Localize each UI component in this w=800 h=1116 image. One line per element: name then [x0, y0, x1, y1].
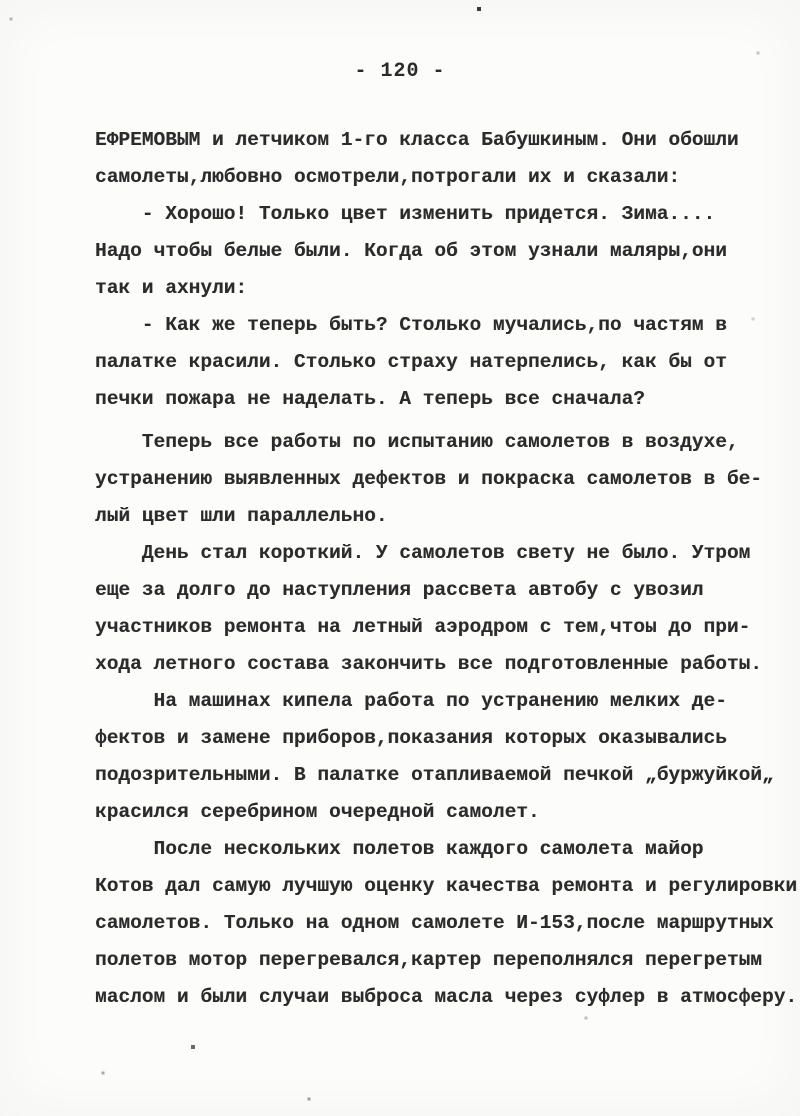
text-line: самолеты,любовно осмотрели,потрогали их и сказали:: [95, 166, 681, 188]
text-line: так и ахнули:: [95, 277, 248, 299]
text-line: подозрительными. В палатке отапливаемой печкой „буржуйкой„: [95, 764, 774, 786]
text-line: самолетов. Только на одном самолете И-153,после маршрутных: [95, 912, 774, 934]
text-line: печки пожара не наделать. А теперь все сначала?: [95, 388, 645, 410]
text-line: На машинах кипела работа по устранению мелких де-: [95, 690, 727, 712]
text-line: маслом и были случаи выброса масла через суфлер в атмосферу.: [95, 986, 798, 1008]
text-line: красился серебрином очередной самолет.: [95, 801, 540, 823]
text-line: участников ремонта на летный аэродром с тем,чтоы до при-: [95, 616, 751, 638]
paragraph: [95, 683, 800, 831]
text-line: фектов и замене приборов,показания которых оказывались: [95, 727, 727, 749]
page-number: - 120 -: [354, 60, 446, 83]
text-line: После нескольких полетов каждого самолета майор: [95, 838, 704, 860]
scan-noise-specks: [0, 0, 2, 2]
text-line: лый цвет шли параллельно.: [95, 505, 388, 527]
text-line: устранению выявленных дефектов и покраска самолетов в бе-: [95, 468, 763, 490]
text-line: Надо чтобы белые были. Когда об этом узнали маляры,они: [95, 240, 727, 262]
text-line: хода летного состава закончить все подготовленные работы.: [95, 653, 763, 675]
paragraph: [95, 122, 800, 196]
text-line: - Как же теперь быть? Столько мучались,по частям в: [95, 314, 727, 336]
text-line: Теперь все работы по испытанию самолетов в воздухе,: [95, 431, 739, 453]
paragraph: [95, 535, 800, 683]
paragraph: [95, 196, 800, 307]
text-line: День стал короткий. У самолетов свету не было. Утром: [95, 542, 751, 564]
text-line: еще за долго до наступления рассвета автобу с увозил: [95, 579, 704, 601]
paragraph: [95, 424, 800, 535]
paragraph: [95, 831, 800, 1016]
text-line: - Хорошо! Только цвет изменить придется. Зима....: [95, 203, 716, 225]
text-line: полетов мотор перегревался,картер переполнялся перегретым: [95, 949, 763, 971]
text-line: ЕФРЕМОВЫМ и летчиком 1-го класса Бабушкиным. Они обошли: [95, 129, 739, 151]
document-body: [95, 122, 800, 1016]
paragraph: [95, 307, 800, 418]
text-line: Котов дал самую лучшую оценку качества ремонта и регулировки: [95, 875, 798, 897]
text-line: палатке красили. Столько страху натерпелись, как бы от: [95, 351, 727, 373]
